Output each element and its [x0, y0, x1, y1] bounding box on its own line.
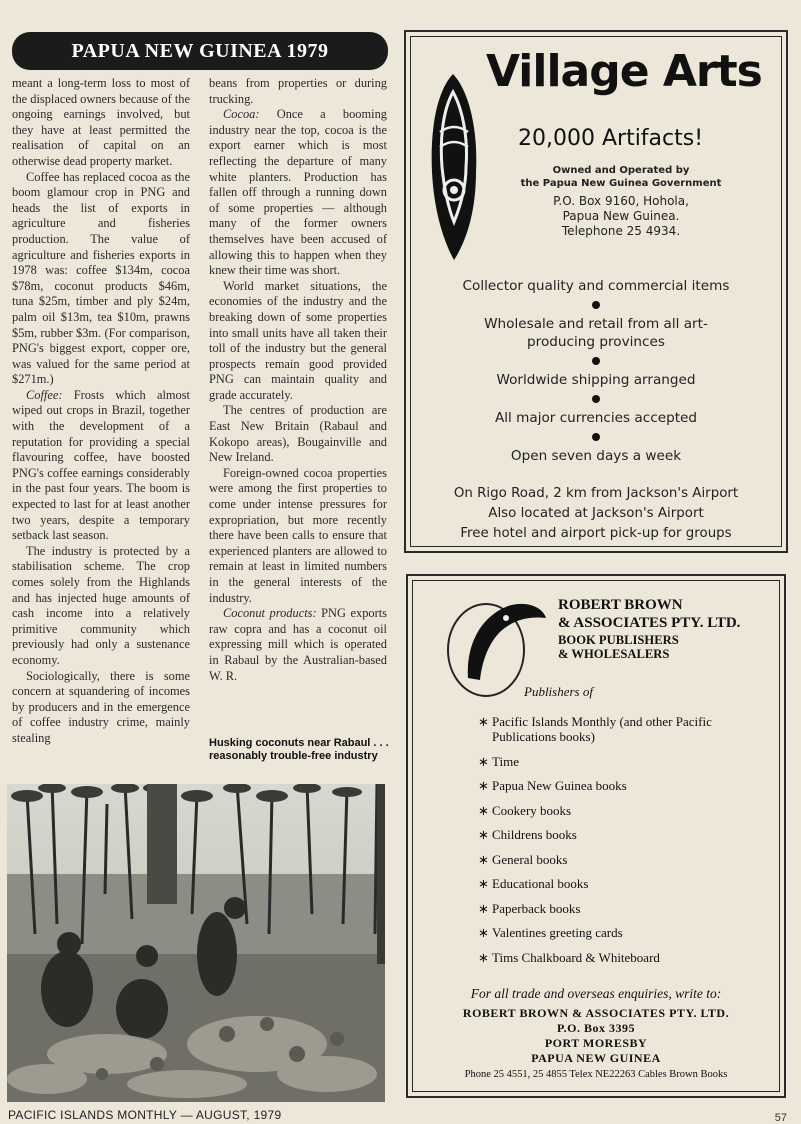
article-paragraph: beans from properties or during trucking. [209, 76, 387, 106]
address-line: Telephone 25 4934. [561, 224, 681, 238]
ad-location [416, 484, 776, 544]
list-item: ∗ Pacific Islands Monthly (and other Pacific Publications books) [478, 714, 778, 744]
coconut-label: Coconut products: [223, 606, 317, 621]
article-paragraph: meant a long-term loss to most of the displaced owners because of the ongoing earnings involved, but they have at least permitted the realisation of capital on an otherwise dead property market. [12, 76, 190, 168]
bullet-dot [592, 433, 600, 441]
name-line: ROBERT BROWN [558, 597, 683, 613]
contact-block [414, 986, 778, 1080]
article-paragraph [209, 107, 387, 279]
company-subtitle [558, 633, 679, 661]
bullet-dot [592, 357, 600, 365]
article-paragraph [209, 606, 387, 684]
publications-list [478, 714, 778, 974]
article-paragraph-text: Once a booming industry near the top, cocoa is the export earner which is most reflecting the departure of many white planters. Production has fallen off through a running down of some properties — although many of the former owners themselves have been accused of allowing this to happen when they knew their time was short. [209, 107, 387, 278]
article-column-2 [209, 76, 387, 684]
article-column-1 [12, 76, 190, 747]
coconut-husking-photo [7, 784, 385, 1102]
list-item: ∗ Papua New Guinea books [478, 778, 778, 793]
page-number: 57 [774, 1112, 787, 1124]
ad-owned-by [516, 164, 726, 190]
feature-item: Open seven days a week [510, 448, 682, 464]
article-paragraph: Sociologically, there is some concern at squandering of incomes by producers and in the emergence of coffee industry crime, mainly stealing [12, 668, 190, 745]
phone-line: Phone 25 4551, 25 4855 Telex NE22263 Cables Brown Books [464, 1069, 728, 1080]
owned-line: the Papua New Guinea Government [520, 178, 722, 189]
bullet-dot [592, 395, 600, 403]
article-paragraph-text: PNG exports raw copra and has a coconut oil expressing mill which is operated in Rabaul by the Australian-based W. R. [209, 606, 387, 683]
enquiries-line: For all trade and overseas enquiries, write to: [470, 986, 722, 1001]
article-paragraph [12, 388, 190, 544]
list-item: ∗ Childrens books [478, 827, 778, 842]
list-item: ∗ Paperback books [478, 901, 778, 916]
feature-item: All major currencies accepted [494, 410, 698, 426]
publishers-of-label: Publishers of [524, 684, 593, 699]
coffee-label: Coffee: [26, 387, 63, 402]
list-item: ∗ Educational books [478, 876, 778, 891]
ad-title: Village Arts [486, 46, 762, 97]
carved-mask-icon [426, 72, 481, 262]
contact-line: PAPUA NEW GUINEA [531, 1051, 661, 1065]
sub-line: BOOK PUBLISHERS [558, 633, 679, 647]
contact-line: P.O. Box 3395 [556, 1021, 636, 1035]
company-name [558, 596, 740, 632]
section-banner: PAPUA NEW GUINEA 1979 [12, 32, 388, 70]
feature-item: Worldwide shipping arranged [496, 372, 696, 388]
cocoa-label: Cocoa: [223, 107, 260, 122]
name-line: & ASSOCIATES PTY. LTD. [558, 615, 741, 631]
list-item: ∗ Cookery books [478, 803, 778, 818]
address-line: P.O. Box 9160, Hohola, [553, 194, 689, 208]
list-item: ∗ Valentines greeting cards [478, 925, 778, 940]
list-item: ∗ Time [478, 754, 778, 769]
robert-brown-ad [406, 574, 786, 1098]
contact-line: PORT MORESBY [544, 1036, 648, 1050]
toucan-logo-icon [438, 588, 548, 698]
article-paragraph: The centres of production are East New Britain (Rabaul and Kokopo areas), Bougainville and New Ireland. [209, 403, 387, 465]
location-line: Also located at Jackson's Airport [488, 506, 704, 521]
bullet-dot [592, 301, 600, 309]
article-paragraph: Coffee has replaced cocoa as the boom glamour crop in PNG and heads the list of exports in agriculture and fisheries production. The value of agriculture and fisheries exports in 1978 was: coffee $134m, cocoa $78m, coconut products $46m, tuna $25m, timber and ply $24m, palm oil $13m, tea $10m, prawns $5m, rubber $3m. (For comparison, PNG's biggest export, copper ore, was valued for the same period at $271m.) [12, 169, 190, 387]
owned-line: Owned and Operated by [552, 165, 690, 176]
article-paragraph: The industry is protected by a stabilisation scheme. The crop comes solely from the Highlands and has injected huge amounts of cash income into a relatively primitive community which previously had only a sustenance economy. [12, 543, 190, 667]
ad-features [416, 277, 776, 465]
article-paragraph: World market situations, the economies of the industry and the breaking down of some properties into small units have all taken their toll of the industry but the general prospects remain good provided PNG can maintain quality and grade accurately. [209, 278, 387, 402]
ad-address [516, 194, 726, 239]
footer-publication: PACIFIC ISLANDS MONTHLY — AUGUST, 1979 [8, 1108, 282, 1122]
location-line: Free hotel and airport pick-up for groups [460, 526, 732, 541]
feature-item: Wholesale and retail from all art-producing provinces [484, 316, 708, 350]
sub-line: & WHOLESALERS [558, 647, 670, 661]
photo-caption: Husking coconuts near Rabaul . . . reasonably trouble-free industry [209, 737, 389, 762]
address-line: Papua New Guinea. [562, 209, 680, 223]
ad-subtitle: 20,000 Artifacts! [518, 126, 704, 151]
list-item: ∗ General books [478, 852, 778, 867]
village-arts-ad [404, 30, 788, 553]
feature-item: Collector quality and commercial items [462, 278, 730, 294]
list-item: ∗ Tims Chalkboard & Whiteboard [478, 950, 778, 965]
location-line: On Rigo Road, 2 km from Jackson's Airport [453, 486, 739, 501]
article-paragraph-text: Frosts which almost wiped out crops in Brazil, together with the development of a reputation for providing a special flavouring coffee, have boosted PNG's coffee earnings considerably in the past four years. The boom is expected to last for at least another two years, despite a temporary setback last season. [12, 387, 190, 543]
article-paragraph: Foreign-owned cocoa properties were among the first properties to come under intense pressures for expropriation, but more recently there have been calls to ensure that experienced planters are allowed to remain at least in limited numbers in the general interests of the industry. [209, 465, 387, 605]
contact-line: ROBERT BROWN & ASSOCIATES PTY. LTD. [462, 1006, 730, 1020]
